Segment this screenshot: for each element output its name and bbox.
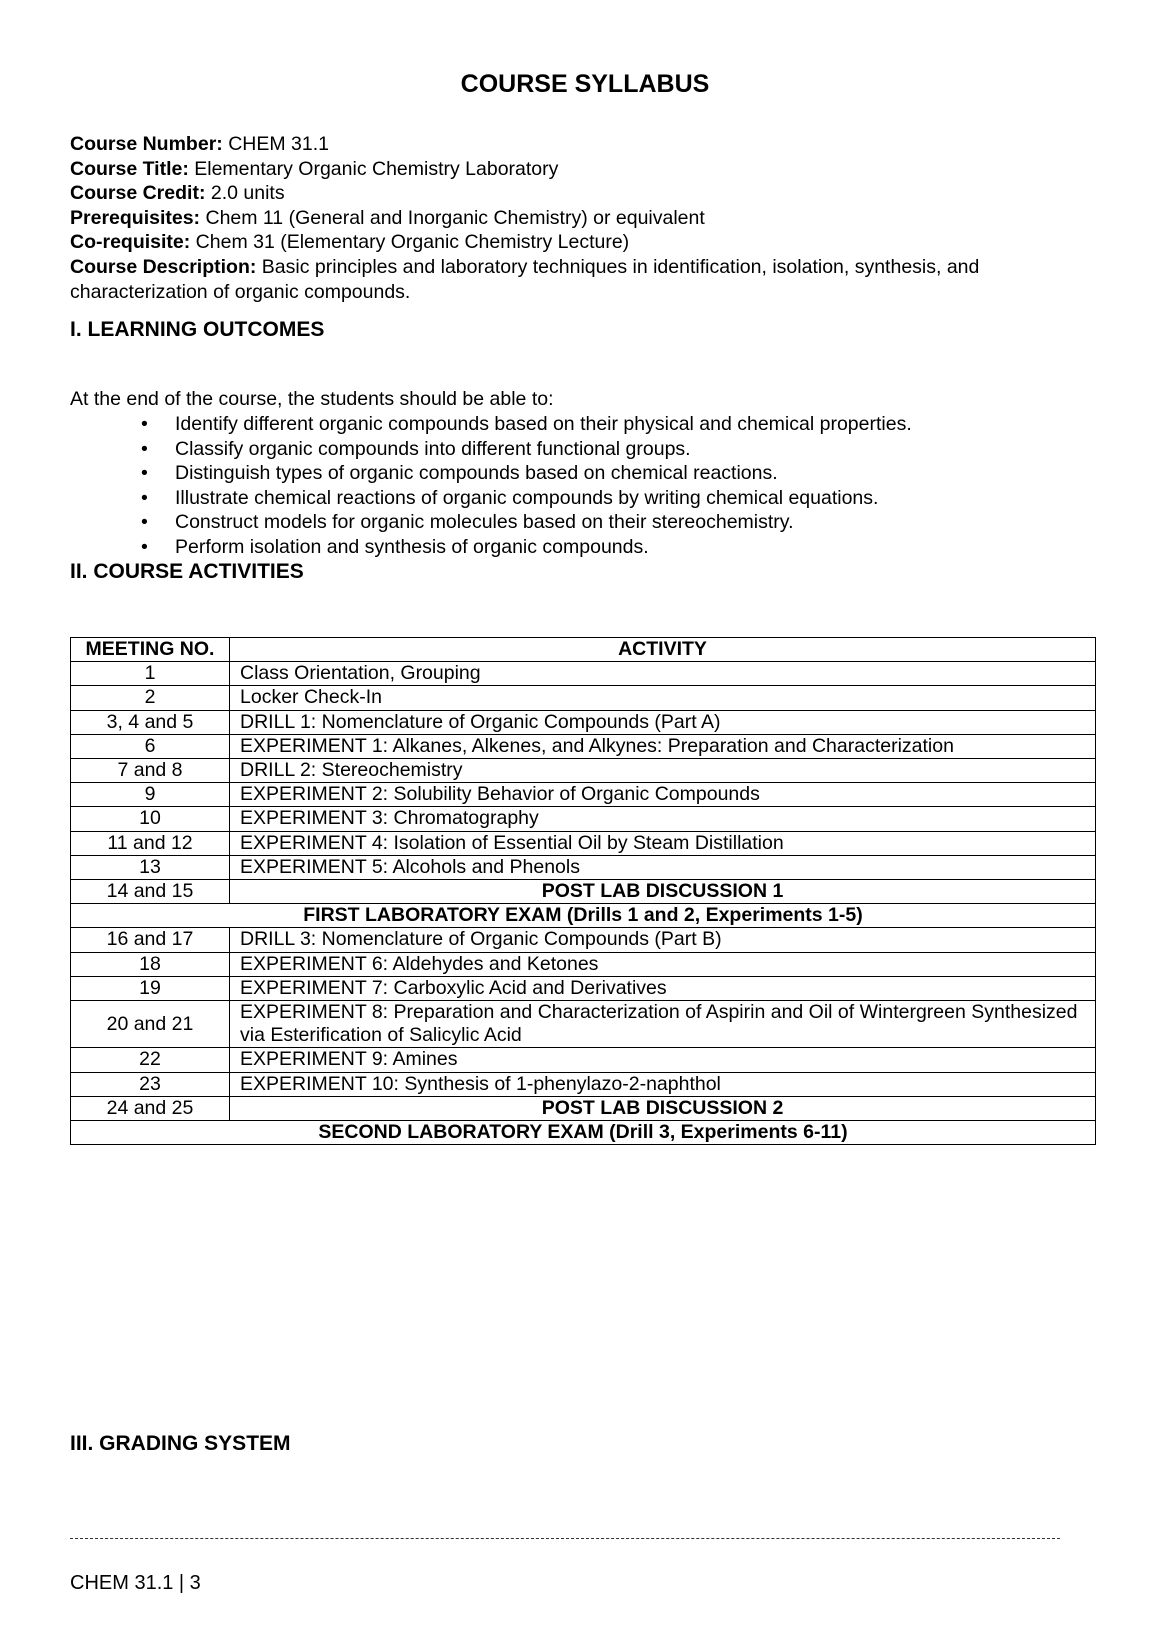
meeting-cell: 22 (71, 1048, 230, 1072)
info-label: Course Title: (70, 157, 189, 180)
outcome-text: Distinguish types of organic compounds based on chemical reactions. (175, 462, 778, 485)
meeting-cell: 10 (71, 807, 230, 831)
exam-cell: FIRST LABORATORY EXAM (Drills 1 and 2, Experiments 1-5) (71, 904, 1096, 928)
heading-learning-outcomes: I. LEARNING OUTCOMES (70, 318, 325, 341)
meeting-cell: 16 and 17 (71, 928, 230, 952)
table-row (71, 1001, 1096, 1048)
exam-cell: SECOND LABORATORY EXAM (Drill 3, Experiments 6-11) (71, 1121, 1096, 1145)
activity-cell: DRILL 1: Nomenclature of Organic Compounds (Part A) (230, 710, 1096, 734)
activity-cell: Locker Check-In (230, 686, 1096, 710)
list-item (141, 535, 912, 560)
activity-cell: EXPERIMENT 6: Aldehydes and Ketones (230, 952, 1096, 976)
table-row (71, 952, 1096, 976)
meeting-cell: 6 (71, 734, 230, 758)
info-label: Course Credit: (70, 182, 206, 205)
table-row (71, 976, 1096, 1000)
outcome-text: Illustrate chemical reactions of organic compounds by writing chemical equations. (175, 486, 879, 509)
info-value: Basic principles and laboratory techniques in identification, isolation, synthesis, and characterization of organic compounds. (70, 255, 980, 303)
activity-cell: EXPERIMENT 1: Alkanes, Alkenes, and Alkynes: Preparation and Characterization (230, 734, 1096, 758)
meeting-cell: 7 and 8 (71, 759, 230, 783)
meeting-cell: 19 (71, 976, 230, 1000)
activity-cell: EXPERIMENT 4: Isolation of Essential Oil by Steam Distillation (230, 831, 1096, 855)
activity-cell: EXPERIMENT 10: Synthesis of 1-phenylazo-2-naphthol (230, 1072, 1096, 1096)
table-row (71, 855, 1096, 879)
bullet-icon: • (141, 437, 148, 460)
meeting-cell: 24 and 25 (71, 1096, 230, 1120)
meeting-cell: 14 and 15 (71, 880, 230, 904)
meeting-cell: 3, 4 and 5 (71, 710, 230, 734)
table-row (71, 831, 1096, 855)
activity-cell: DRILL 2: Stereochemistry (230, 759, 1096, 783)
page-footer: CHEM 31.1 | 3 (70, 1572, 201, 1594)
meeting-cell: 2 (71, 686, 230, 710)
activity-cell: EXPERIMENT 7: Carboxylic Acid and Derivatives (230, 976, 1096, 1000)
meeting-cell: 18 (71, 952, 230, 976)
info-value: Chem 31 (Elementary Organic Chemistry Lecture) (190, 231, 630, 254)
heading-course-activities: II. COURSE ACTIVITIES (70, 560, 304, 583)
info-label: Course Number: (70, 133, 223, 155)
info-line (70, 255, 1100, 304)
table-row (71, 807, 1096, 831)
outcomes-intro: At the end of the course, the students should be able to: (70, 388, 554, 410)
table-row (71, 904, 1096, 928)
bullet-icon: • (141, 462, 148, 485)
meeting-cell: 23 (71, 1072, 230, 1096)
footer-divider (70, 1538, 1060, 1539)
info-value: Chem 11 (General and Inorganic Chemistry) or equivalent (200, 206, 705, 229)
list-item (141, 486, 912, 511)
info-line (70, 230, 1100, 255)
table-row (71, 710, 1096, 734)
meeting-cell: 11 and 12 (71, 831, 230, 855)
info-line (70, 132, 1100, 157)
table-row (71, 783, 1096, 807)
info-value: 2.0 units (205, 182, 285, 205)
info-line (70, 206, 1100, 231)
activity-cell: POST LAB DISCUSSION 2 (230, 1096, 1096, 1120)
meeting-cell: 20 and 21 (71, 1001, 230, 1048)
list-item (141, 461, 912, 486)
activity-cell: EXPERIMENT 2: Solubility Behavior of Organic Compounds (230, 783, 1096, 807)
bullet-icon: • (141, 535, 148, 558)
table-row (71, 734, 1096, 758)
activity-cell: EXPERIMENT 5: Alcohols and Phenols (230, 855, 1096, 879)
bullet-icon: • (141, 413, 148, 435)
outcome-text: Perform isolation and synthesis of organic compounds. (175, 535, 649, 558)
course-info (70, 132, 1100, 304)
list-item (141, 412, 912, 437)
outcomes-list (70, 412, 912, 560)
table-row (71, 1072, 1096, 1096)
table-row (71, 1048, 1096, 1072)
activities-table (70, 637, 1096, 1145)
outcome-text: Classify organic compounds into different functional groups. (175, 437, 691, 460)
info-line (70, 157, 1100, 182)
table-row (71, 928, 1096, 952)
table-row (71, 759, 1096, 783)
list-item (141, 437, 912, 462)
header-activity: ACTIVITY (230, 638, 1096, 662)
table-header-row (71, 638, 1096, 662)
table-row (71, 662, 1096, 686)
table-row (71, 686, 1096, 710)
table-row (71, 1121, 1096, 1145)
info-value: CHEM 31.1 (222, 133, 329, 155)
bullet-icon: • (141, 486, 148, 509)
activity-cell: DRILL 3: Nomenclature of Organic Compounds (Part B) (230, 928, 1096, 952)
meeting-cell: 9 (71, 783, 230, 807)
activity-cell: EXPERIMENT 8: Preparation and Characterization of Aspirin and Oil of Wintergreen Synthesized via Esterification of Salicylic Acid (230, 1001, 1096, 1048)
meeting-cell: 13 (71, 855, 230, 879)
meeting-cell: 1 (71, 662, 230, 686)
table-row (71, 880, 1096, 904)
bullet-icon: • (141, 511, 148, 534)
info-value: Elementary Organic Chemistry Laboratory (188, 157, 559, 180)
activity-cell: EXPERIMENT 3: Chromatography (230, 807, 1096, 831)
activity-cell: POST LAB DISCUSSION 1 (230, 880, 1096, 904)
header-meeting-no: MEETING NO. (71, 638, 230, 662)
info-line (70, 181, 1100, 206)
outcome-text: Construct models for organic molecules based on their stereochemistry. (175, 511, 794, 534)
list-item (141, 510, 912, 535)
info-label: Prerequisites: (70, 206, 201, 229)
activity-cell: EXPERIMENT 9: Amines (230, 1048, 1096, 1072)
info-label: Co-requisite: (70, 231, 191, 254)
outcome-text: Identify different organic compounds based on their physical and chemical properties. (175, 413, 912, 435)
page-title: COURSE SYLLABUS (460, 70, 710, 98)
info-label: Course Description: (70, 255, 257, 278)
table-row (71, 1096, 1096, 1120)
heading-grading-system: III. GRADING SYSTEM (70, 1432, 291, 1455)
activity-cell: Class Orientation, Grouping (230, 662, 1096, 686)
